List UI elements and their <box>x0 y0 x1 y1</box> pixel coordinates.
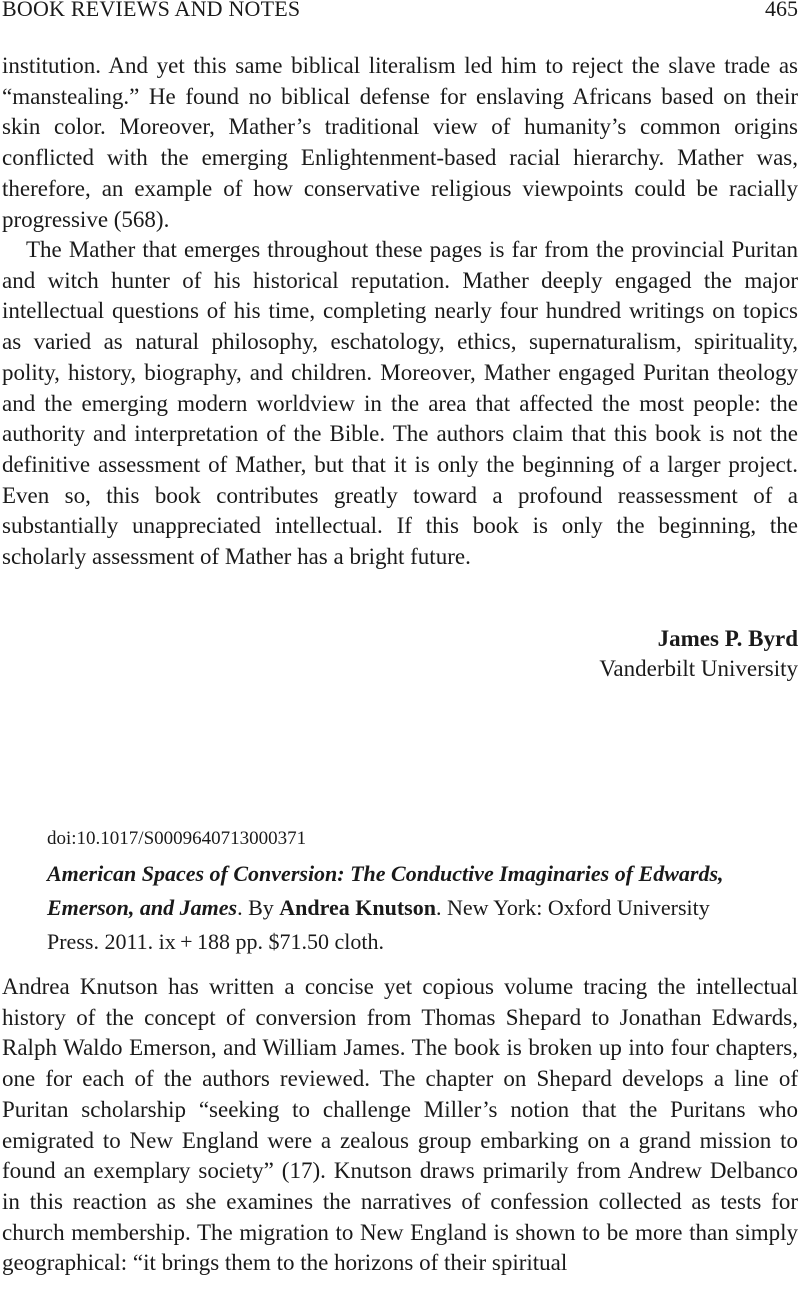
book-citation <box>47 857 767 959</box>
book-author: Andrea Knutson <box>279 895 436 920</box>
review1-paragraph-2: The Mather that emerges throughout these pages is far from the provincial Puritan and witch hunter of his historical reputation. Mather deeply engaged the major intellectual questions of his time, completing nearly four hundred writings on topics as varied as natural philosophy, eschatology, ethics, supernaturalism, spirituality, polity, history, biography, and children. Moreover, Mather engaged Puritan theology and the emerging modern worldview in the area that affected the most people: the authority and interpretation of the Bible. The authors claim that this book is not the definitive assessment of Mather, but that it is only the beginning of a larger project. Even so, this book contributes greatly toward a profound reassessment of a substantially unappreciated intellectual. If this book is only the beginning, the scholarly assessment of Mather has a bright future. <box>2 237 798 570</box>
book-title: American Spaces of Conversion: The Conductive Imaginaries of Edwards, Emerson, and James <box>47 861 724 920</box>
publication-details: . New York: Oxford University Press. 2011. ix + 188 pp. $71.50 cloth. <box>47 895 710 954</box>
review2-paragraph-1: Andrea Knutson has written a concise yet copious volume tracing the intellectual history of the concept of conversion from Thomas Shepard to Jonathan Edwards, Ralph Waldo Emerson, and William James. The book is broken up into four chapters, one for each of the authors reviewed. The chapter on Shepard develops a line of Puritan scholarship “seeking to challenge Miller’s notion that the Puritans who emigrated to New England were a zealous group embarking on a grand mission to found an exemplary society” (17). Knutson draws primarily from Andrew Delbanco in this reaction as she examines the narratives of confession collected as tests for church membership. The migration to New England is shown to be more than simply geographical: “it brings them to the horizons of their spiritual <box>2 974 798 1276</box>
page-number: 465 <box>765 0 798 21</box>
review1-paragraph-1: institution. And yet this same biblical literalism led him to reject the slave trade as “manstealing.” He found no biblical defense for enslaving Africans based on their skin color. Moreover, Mather’s traditional view of humanity’s common origins conflicted with the emerging Enlightenment-based racial hierarchy. Mather was, therefore, an example of how conservative religious viewpoints could be racially progressive (568). <box>2 53 798 232</box>
running-header <box>0 0 800 24</box>
running-title: BOOK REVIEWS AND NOTES <box>2 0 301 21</box>
reviewer-name: James P. Byrd <box>657 626 798 651</box>
reviewer-signature <box>599 624 798 684</box>
by-label: . By <box>237 895 280 920</box>
reviewer-affiliation: Vanderbilt University <box>599 656 798 681</box>
doi-link[interactable]: doi:10.1017/S0009640713000371 <box>47 828 307 849</box>
